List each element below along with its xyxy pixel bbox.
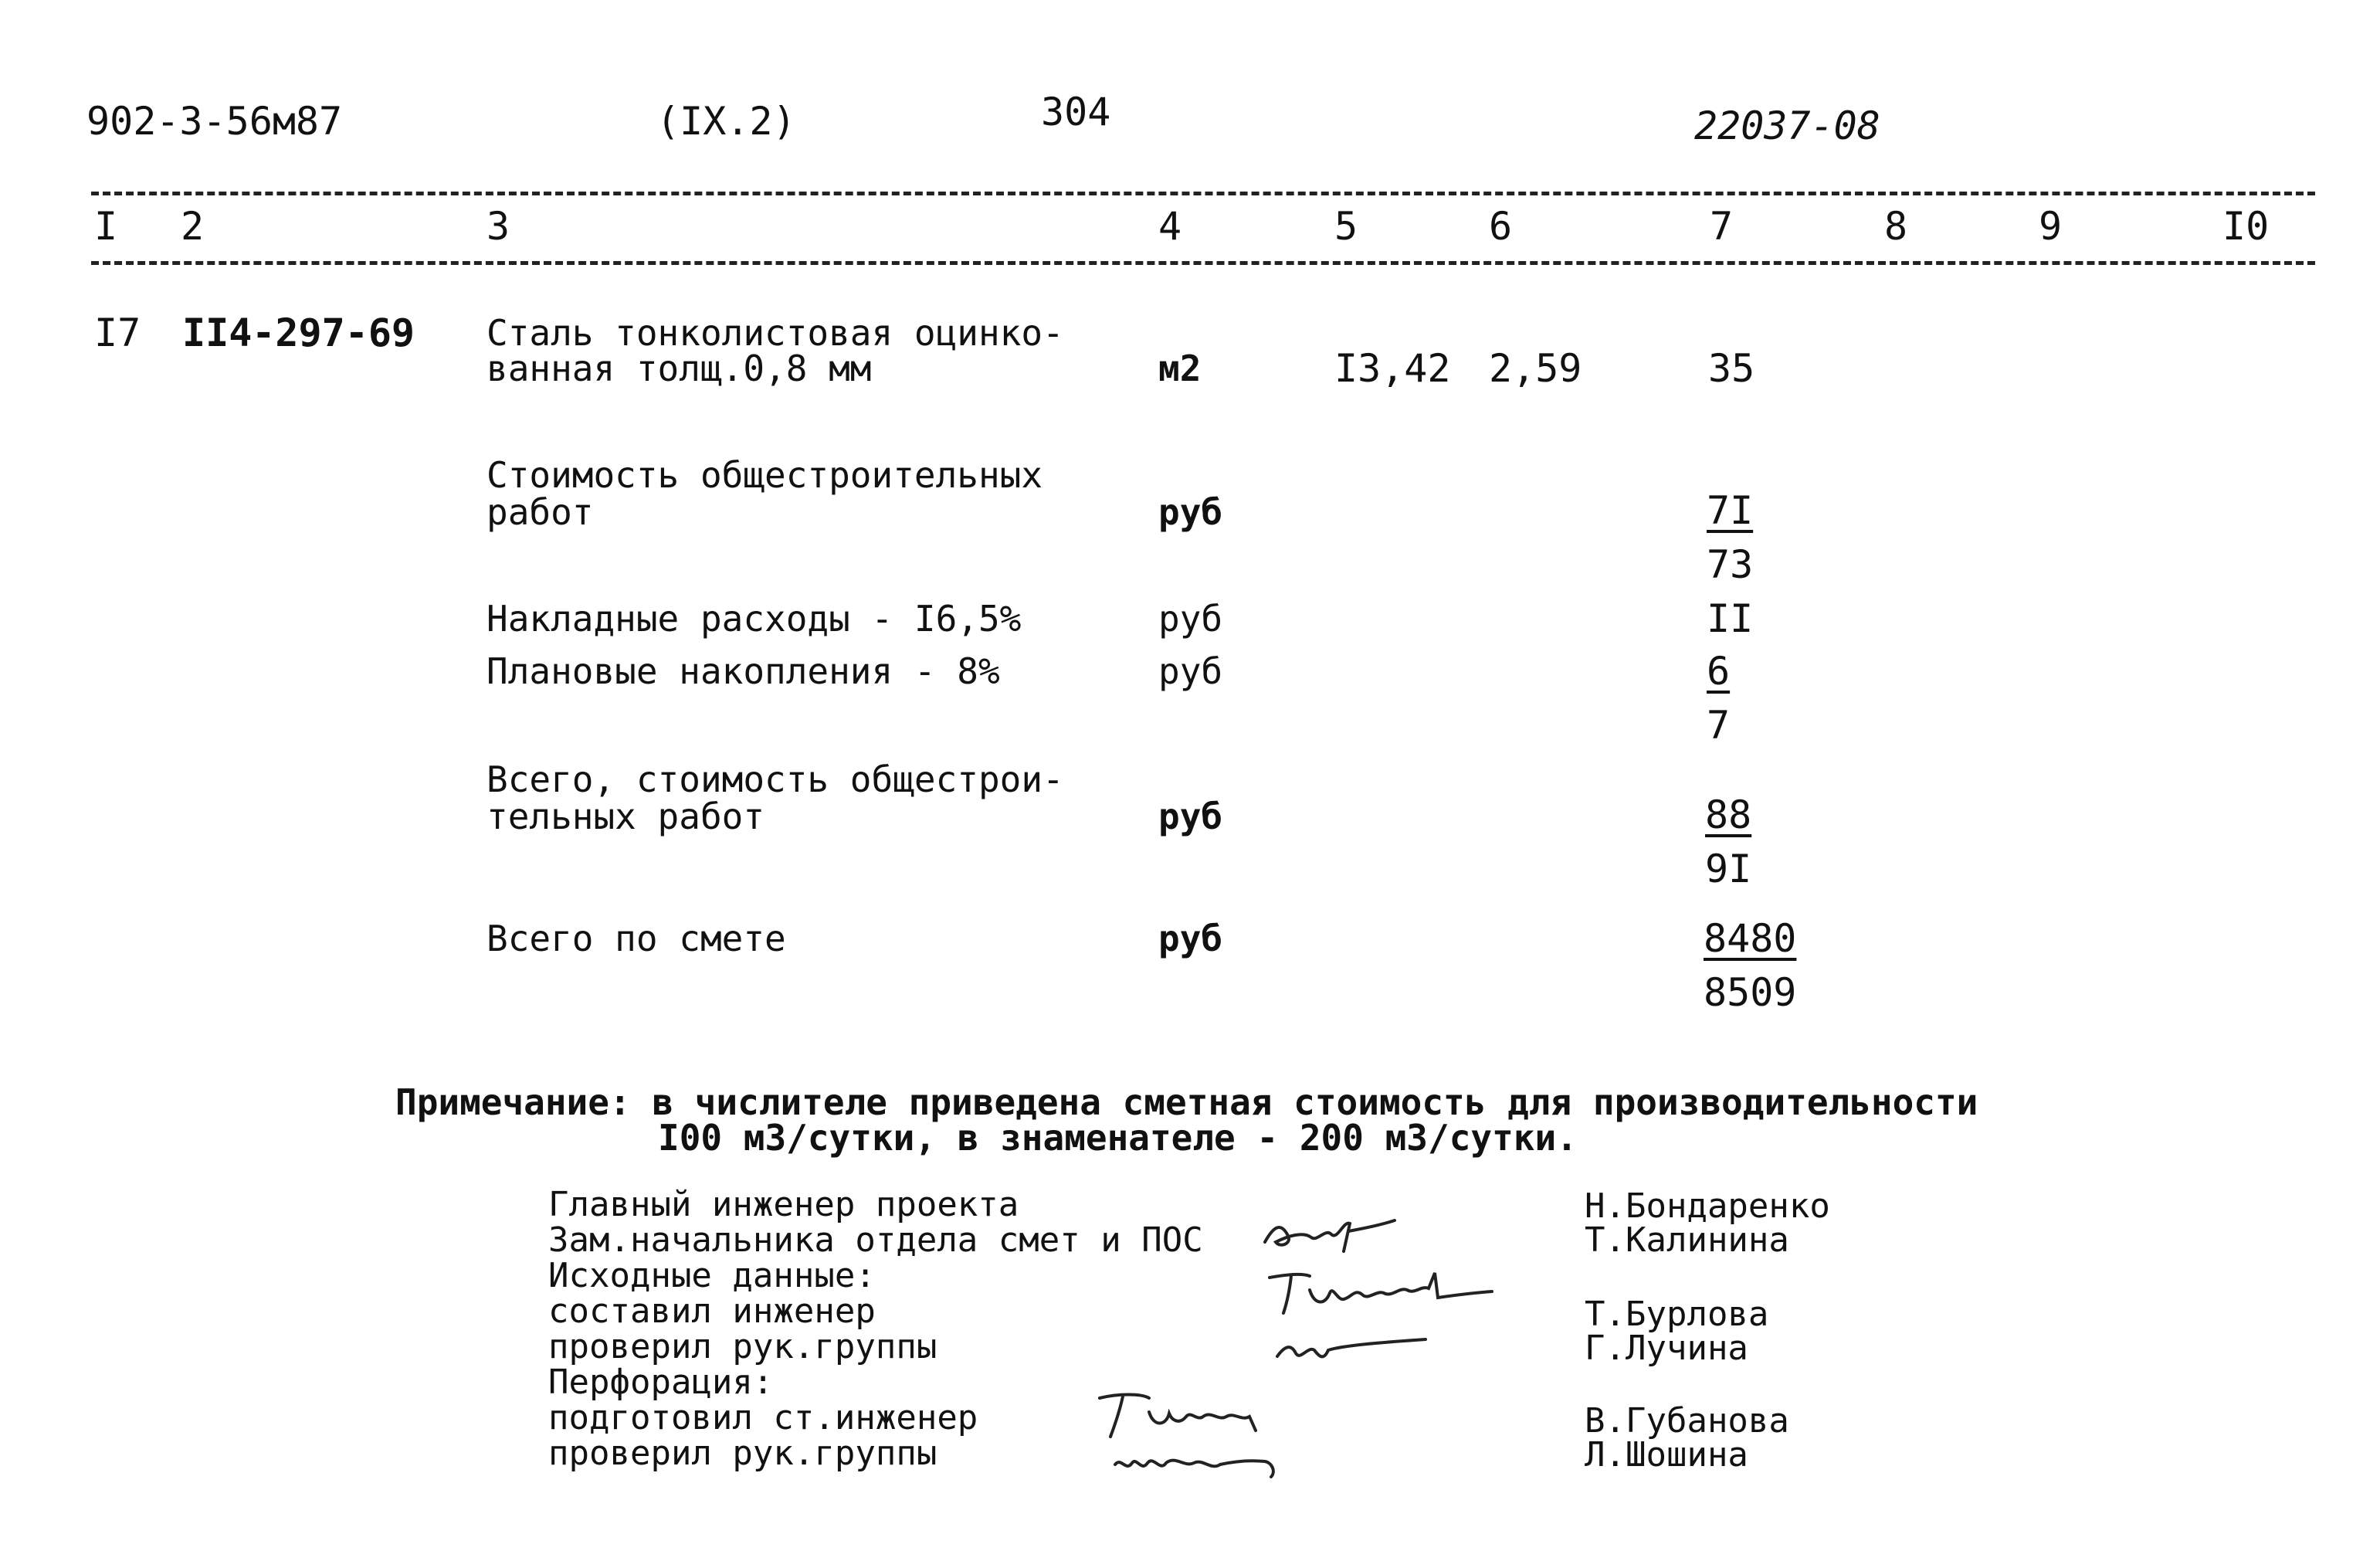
name-gubanova: В.Губанова (1585, 1401, 1789, 1441)
name-burlova: Т.Бурлова (1585, 1295, 1769, 1334)
role-prepared-by: подготовил ст.инженер (548, 1398, 978, 1437)
col-header-9: 9 (2039, 204, 2063, 249)
item-name-line1: Сталь тонколистовая оцинко- (487, 312, 1064, 354)
col-header-4: 4 (1158, 204, 1182, 249)
overhead-unit: руб (1158, 598, 1223, 640)
total-general-value-top: 88 (1705, 792, 1752, 837)
header-bottom-rule (91, 261, 2315, 265)
page-number: 304 (1041, 90, 1111, 134)
role-deputy-head: Зам.начальника отдела смет и ПОС (548, 1220, 1203, 1260)
signature-gubanova (1095, 1390, 1280, 1444)
name-luchina: Г.Лучина (1585, 1329, 1748, 1368)
signature-kalinina (1257, 1197, 1396, 1259)
general-works-value-top: 7I (1707, 488, 1754, 533)
col-header-5: 5 (1334, 204, 1358, 249)
header-top-rule (91, 192, 2315, 195)
item-name-line2: ванная толщ.0,8 мм (487, 348, 872, 389)
role-chief-engineer: Главный инженер проекта (548, 1185, 1019, 1224)
name-kalinina: Т.Калинина (1585, 1220, 1789, 1260)
sheet-code: 22037-08 (1694, 104, 1880, 148)
role-checked-by-2: проверил рук.группы (548, 1434, 937, 1473)
role-checked-by: проверил рук.группы (548, 1327, 937, 1366)
estimate-total-value-top: 8480 (1704, 916, 1797, 961)
item-quantity: I3,42 (1334, 346, 1451, 391)
overhead-value: II (1707, 596, 1754, 641)
col-header-3: 3 (487, 204, 510, 249)
item-unit: м2 (1158, 348, 1202, 389)
total-general-value-bottom: 9I (1705, 847, 1752, 891)
estimate-total-unit: руб (1158, 918, 1223, 959)
item-cost: 35 (1708, 346, 1755, 391)
col-header-8: 8 (1884, 204, 1908, 249)
planned-savings-label: Плановые накопления - 8% (487, 650, 1000, 692)
row-number: I7 (94, 311, 141, 355)
col-header-10: I0 (2222, 204, 2270, 249)
price-code: II4-297-69 (182, 311, 415, 355)
general-works-label-line1: Стоимость общестроительных (487, 454, 1043, 496)
planned-savings-unit: руб (1158, 650, 1223, 692)
signature-shoshina (1110, 1441, 1296, 1488)
role-compiled-by: составил инженер (548, 1291, 876, 1331)
note-line2: I00 м3/сутки, в знаменателе - 200 м3/сутки. (658, 1117, 1578, 1159)
role-perforation: Перфорация: (548, 1363, 774, 1402)
col-header-2: 2 (181, 204, 205, 249)
note-line1: Примечание: в числителе приведена сметная стоимость для производительности (395, 1081, 1978, 1123)
name-shoshina: Л.Шошина (1585, 1435, 1748, 1475)
total-general-unit: руб (1158, 796, 1223, 837)
signature-burlova (1263, 1267, 1495, 1321)
overhead-label: Накладные расходы - I6,5% (487, 598, 1022, 640)
estimate-total-label: Всего по смете (487, 918, 786, 959)
planned-savings-value-bottom: 7 (1707, 703, 1731, 748)
general-works-label-line2: работ (487, 491, 594, 533)
col-header-7: 7 (1710, 204, 1734, 249)
general-works-value-bottom: 73 (1707, 542, 1754, 587)
total-general-label-line2: тельных работ (487, 796, 765, 837)
signature-luchina (1273, 1322, 1427, 1369)
col-header-6: 6 (1489, 204, 1513, 249)
general-works-unit: руб (1158, 491, 1223, 533)
role-source-data: Исходные данные: (548, 1256, 876, 1295)
name-bondarenko: Н.Бондаренко (1585, 1186, 1830, 1226)
section-label: (IX.2) (656, 99, 796, 144)
planned-savings-value-top: 6 (1707, 649, 1731, 694)
estimate-total-value-bottom: 8509 (1704, 970, 1797, 1015)
item-unit-price: 2,59 (1489, 346, 1582, 391)
col-header-1: I (94, 204, 118, 249)
total-general-label-line1: Всего, стоимость общестрои- (487, 759, 1064, 800)
doc-code: 902-3-56м87 (86, 99, 343, 144)
